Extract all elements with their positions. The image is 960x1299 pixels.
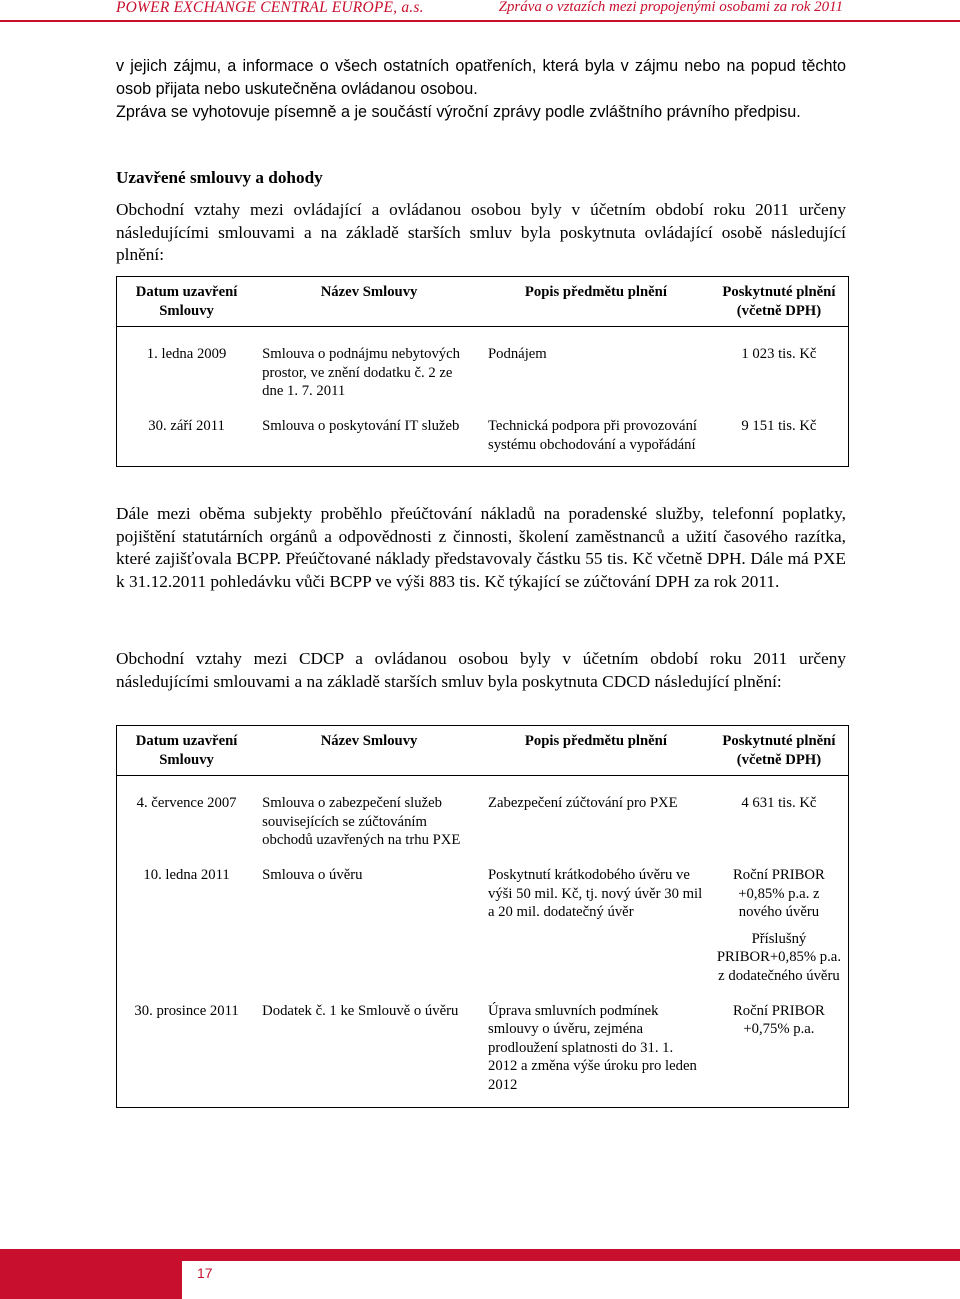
table-row: [117, 862, 849, 998]
header-date: Datum uzavření Smlouvy: [135, 733, 238, 768]
table-header-row: [117, 726, 849, 776]
amount-line-2: Příslušný PRIBOR+0,85% p.a. z dodatečného úvěru: [716, 930, 841, 984]
table-row: [117, 413, 849, 467]
cell-description: Podnájem: [487, 346, 547, 363]
cell-date: 30. prosince 2011: [134, 1002, 239, 1019]
contracts-table-1: [116, 276, 849, 467]
contracts-table-2: [116, 725, 849, 1108]
cell-description: Technická podpora při provozování systému obchodování a vypořádání: [487, 417, 697, 453]
cell-description: Úprava smluvních podmínek smlouvy o úvěru, zejména prodloužení splatnosti do 31. 1. 2012 a změna výše úroku pro leden 2012: [487, 1002, 697, 1093]
cell-date: 10. ledna 2011: [143, 866, 230, 883]
cell-amount: [710, 862, 849, 998]
cell-description: Zabezpečení zúčtování pro PXE: [487, 795, 678, 812]
page-footer: [0, 1249, 960, 1299]
cell-amount: 9 151 tis. Kč: [741, 417, 817, 434]
header-name: Název Smlouvy: [320, 733, 418, 749]
cell-amount: [710, 776, 849, 862]
header-rule: [0, 20, 960, 22]
page-number: 17: [197, 1265, 213, 1281]
header-company: POWER EXCHANGE CENTRAL EUROPE, a.s.: [116, 0, 424, 16]
cell-name: Smlouva o poskytování IT služeb: [262, 417, 460, 434]
cell-amount: 1 023 tis. Kč: [741, 346, 817, 363]
table-row: [117, 776, 849, 862]
cell-date: 4. července 2007: [136, 795, 237, 812]
amount-line: Roční PRIBOR +0,75% p.a.: [733, 1002, 825, 1038]
paragraph-1: Obchodní vztahy mezi ovládající a ovládanou osobou byly v účetním období roku 2011 určeny následujícími smlouvami a na základě starších smluv byla poskytnuta ovládající osobě následující plnění:: [116, 200, 846, 265]
intro-paragraph: v jejich zájmu, a informace o všech ostatních opatřeních, která byla v zájmu nebo na popud těchto osob přijata nebo uskutečněna ovládanou osobou.: [116, 57, 846, 98]
paragraph-3: Obchodní vztahy mezi CDCP a ovládanou osobou byly v účetním období roku 2011 určeny následujícími smlouvami a na základě starších smluv byla poskytnuta CDCD následující plnění:: [116, 649, 846, 691]
cell-description: Poskytnutí krátkodobého úvěru ve výši 50 mil. Kč, tj. nový úvěr 30 mil a 20 mil. dodatečný úvěr: [487, 866, 703, 921]
header-amount: Poskytnuté plnění (včetně DPH): [722, 733, 836, 768]
cell-date: 30. září 2011: [148, 417, 225, 434]
cell-name: Smlouva o podnájmu nebytových prostor, ve znění dodatku č. 2 ze dne 1. 7. 2011: [262, 346, 460, 400]
header-date: Datum uzavření Smlouvy: [135, 284, 238, 319]
intro-paragraph-2: Zpráva se vyhotovuje písemně a je součástí výroční zprávy podle zvláštního právního předpisu.: [116, 103, 801, 121]
section-title: Uzavřené smlouvy a dohody: [116, 168, 323, 187]
table-row: [117, 998, 849, 1107]
page-header: [0, 0, 960, 20]
cell-name: Smlouva o zabezpečení služeb souvisejících se zúčtováním obchodů uzavřených na trhu PXE: [262, 795, 461, 849]
header-description: Popis předmětu plnění: [524, 733, 667, 749]
header-description: Popis předmětu plnění: [524, 284, 667, 300]
header-amount: Poskytnuté plnění (včetně DPH): [722, 284, 836, 319]
amount-line: 4 631 tis. Kč: [741, 795, 817, 812]
header-name: Název Smlouvy: [320, 284, 418, 300]
table-row: [117, 327, 849, 413]
amount-line: Roční PRIBOR +0,85% p.a. z nového úvěru: [733, 866, 825, 921]
cell-name: Smlouva o úvěru: [262, 866, 363, 883]
table-header-row: [117, 277, 849, 327]
cell-amount: [710, 998, 849, 1107]
paragraph-2: Dále mezi oběma subjekty proběhlo přeúčtování nákladů na poradenské služby, telefonní poplatky, pojištění statutárních orgánů a odpovědnosti z činnosti, školení zaměstnanců a užití časového razítka, které zajišťovala BCPP. Přeúčtované náklady představovaly částku 55 tis. Kč včetně DPH. Dále má PXE k 31.12.2011 pohledávku vůči BCPP ve výši 883 tis. Kč týkající se zúčtování DPH za rok 2011.: [116, 504, 846, 592]
header-report-title: Zpráva o vztazích mezi propojenými osobami za rok 2011: [498, 0, 843, 15]
cell-name: Dodatek č. 1 ke Smlouvě o úvěru: [262, 1002, 459, 1019]
footer-box: [182, 1261, 960, 1299]
cell-date: 1. ledna 2009: [146, 346, 227, 363]
